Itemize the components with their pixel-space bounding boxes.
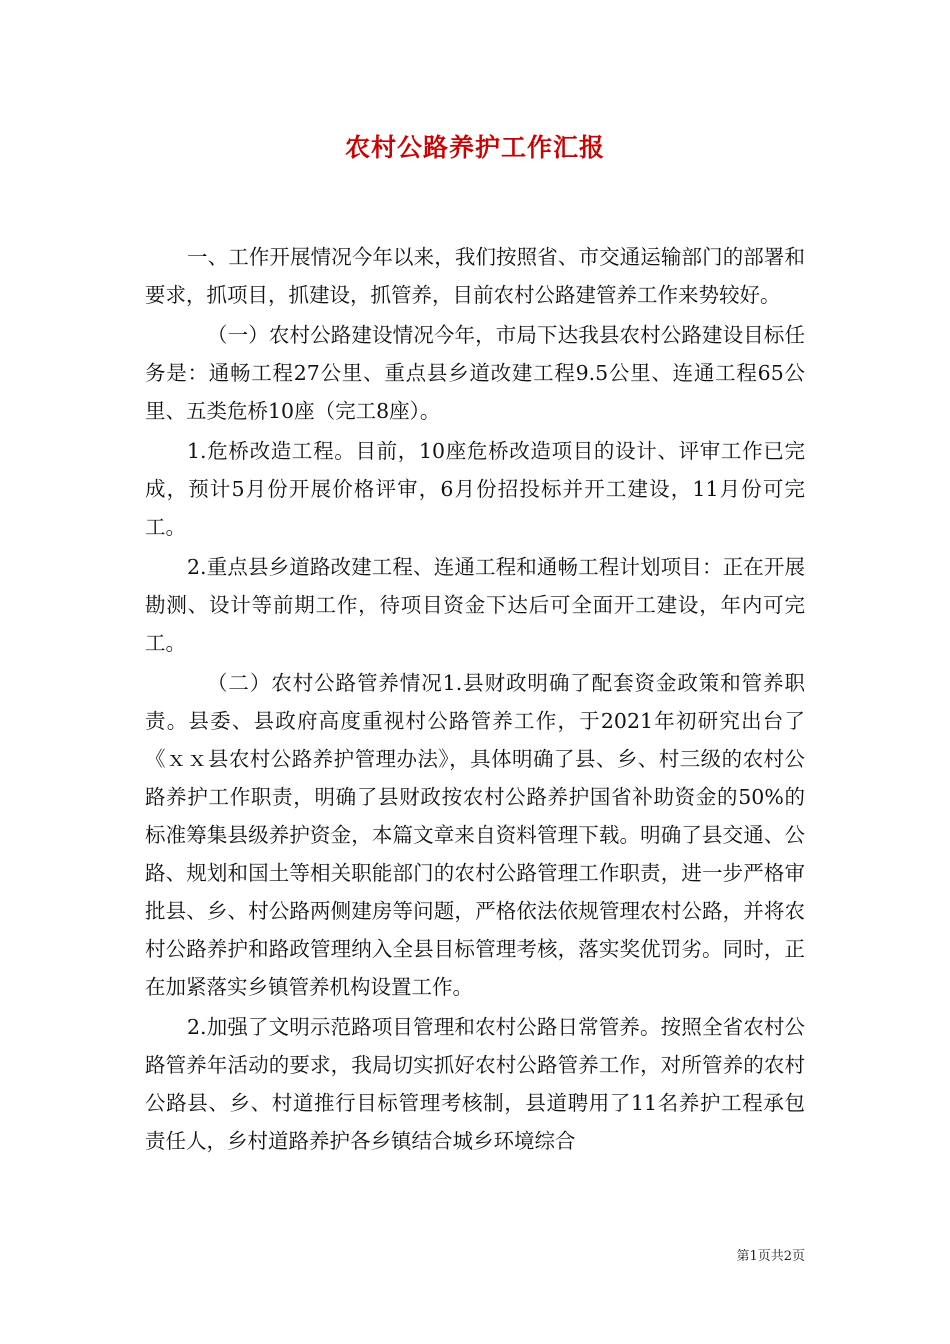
document-title: 农村公路养护工作汇报 (344, 133, 605, 162)
document-body (145, 238, 805, 1162)
paragraph-construction-status: （一）农村公路建设情况今年，市局下达我县农村公路建设目标任务是：通畅工程27公里、重点县乡道改建工程9.5公里、连通工程65公里、五类危桥10座（完工8座）。 (145, 323, 805, 423)
page-number: 第1页共2页 (736, 1249, 805, 1264)
paragraph-bridge-renovation: 1.危桥改造工程。目前，10座危桥改造项目的设计、评审工作已完成，预计5月份开展价格评审，6月份招投标并开工建设，11月份可完工。 (145, 439, 805, 539)
paragraph-work-overview: 一、工作开展情况今年以来，我们按照省、市交通运输部门的部署和要求，抓项目，抓建设，抓管养，目前农村公路建管养工作来势较好。 (145, 245, 805, 307)
paragraph-maintenance-status: （二）农村公路管养情况1.县财政明确了配套资金政策和管养职责。县委、县政府高度重视村公路管养工作，于2021年初研究出台了《ｘｘ县农村公路养护管理办法》，具体明确了县、乡、村三级的农村公路养护工作职责，明确了县财政按农村公路养护国省补助资金的50%的标准筹集县级养护资金，本篇文章来自资料管理下载。明确了县交通、公路、规划和国土等相关职能部门的农村公路管理工作职责，进一步严格审批县、乡、村公路两侧建房等问题，严格依法依规管理农村公路，并将农村公路养护和路政管理纳入全县目标管理考核，落实奖优罚劣。同时，正在加紧落实乡镇管养机构设置工作。 (145, 671, 805, 999)
paragraph-road-reconstruction: 2.重点县乡道路改建工程、连通工程和通畅工程计划项目：正在开展勘测、设计等前期工作，待项目资金下达后可全面开工建设，年内可完工。 (145, 555, 805, 655)
paragraph-model-road-management: 2.加强了文明示范路项目管理和农村公路日常管养。按照全省农村公路管养年活动的要求，我局切实抓好农村公路管养工作，对所管养的农村公路县、乡、村道推行目标管理考核制，县道聘用了11名养护工程承包责任人，乡村道路养护各乡镇结合城乡环境综合 (145, 1015, 805, 1153)
